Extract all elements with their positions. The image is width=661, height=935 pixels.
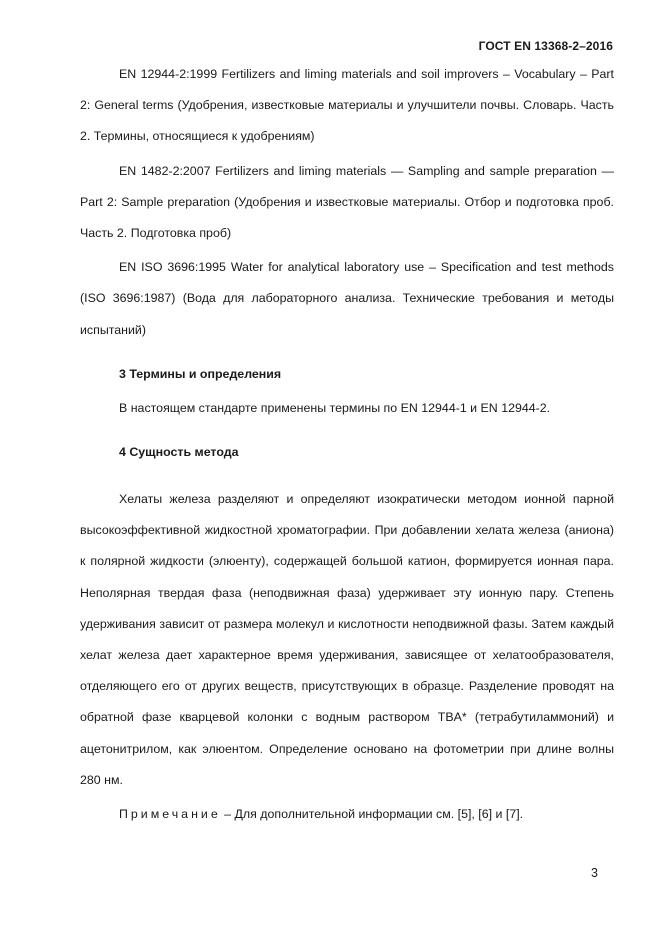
reference-en-iso-3696: EN ISO 3696:1995 Water for analytical laboratory use – Specification and test methods (ISO 3696:1987) (Вода для лабораторного анализа. Технические требования и методы испытаний)	[80, 260, 614, 337]
reference-en-12944-2: EN 12944-2:1999 Fertilizers and liming materials and soil improvers – Vocabulary – Part 2: General terms (Удобрения, известковые материалы и улучшители почвы. Словарь. Часть 2. Термины, относящиеся к удобрениям)	[80, 67, 614, 144]
section-4-heading: 4 Сущность метода	[119, 445, 239, 460]
page-number: 3	[591, 866, 598, 880]
reference-en-1482-2: EN 1482-2:2007 Fertilizers and liming materials — Sampling and sample preparation — Part 2: Sample preparation (Удобрения и известковые материалы. Отбор и подготовка проб. Часть 2. Подготовка проб)	[80, 163, 614, 241]
document-code: ГОСТ EN 13368-2–2016	[478, 39, 613, 53]
section-3-text: В настоящем стандарте применены термины по EN 12944-1 и EN 12944-2.	[119, 400, 551, 415]
section-3-heading: 3 Термины и определения	[119, 366, 282, 381]
note-label: Примечание	[119, 807, 221, 822]
section-4-text: Хелаты железа разделяют и определяют изократически методом ионной парной высокоэффективной жидкостной хроматографии. При добавлении хелата железа (аниона) к полярной жидкости (элюенту), содержащей большой катион, формируется ионная пара. Неполярная твердая фаза (неподвижная фаза) удерживает эту ионную пару. Степень удерживания зависит от размера молекул и кислотности неподвижной фазы. Затем каждый хелат железа дает характерное время удерживания, зависящее от хелатообразователя, отделяющего его от других веществ, присутствующих в образце. Разделение проводят на обратной фазе кварцевой колонки с водным раствором TBA* (тетрабутиламмоний) и ацетонитрилом, как элюентом. Определение основано на фотометрии при длине волны 280 нм.	[80, 492, 614, 787]
note-text: – Для дополнительной информации см. [5], [6] и [7].	[220, 807, 524, 822]
page-content	[80, 59, 614, 830]
note-paragraph	[80, 799, 614, 830]
